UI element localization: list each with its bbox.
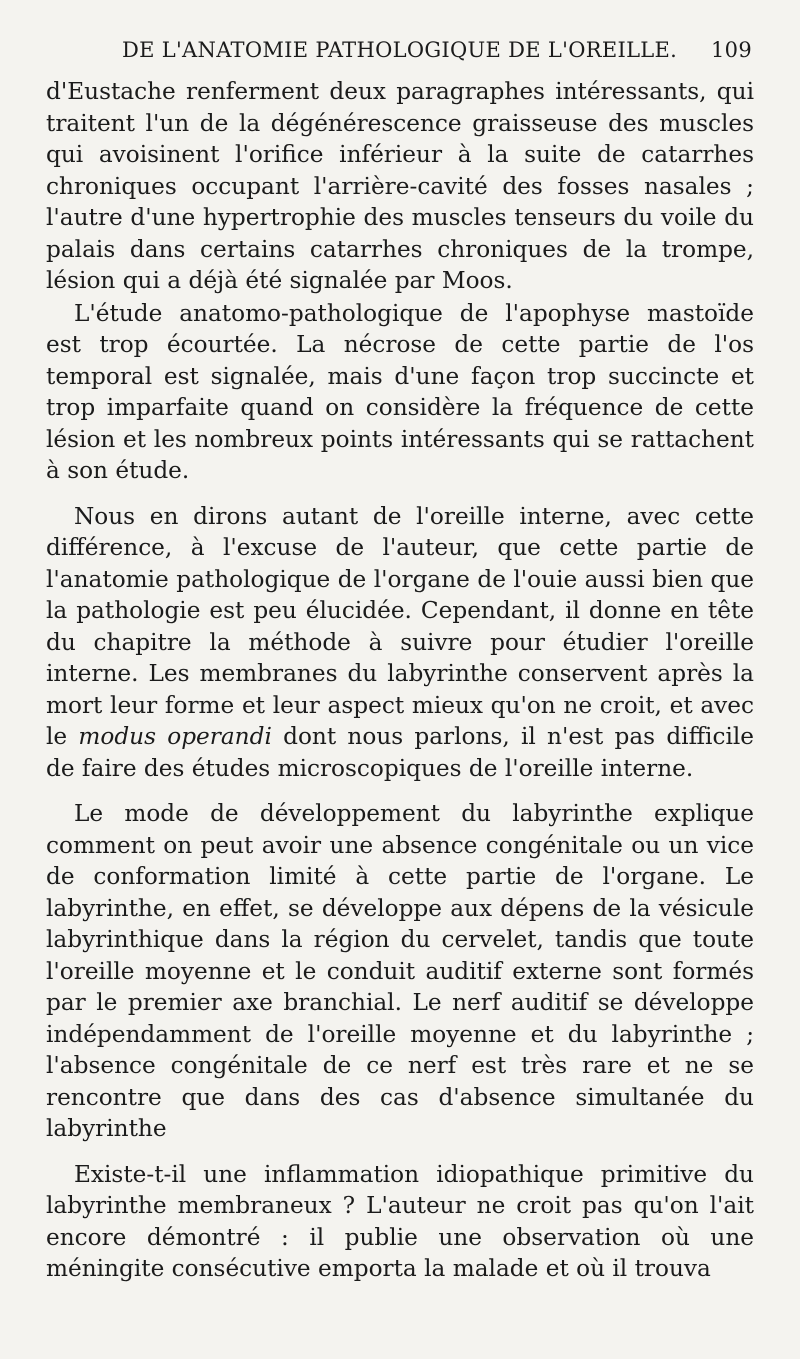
paragraph-3 [46,501,754,785]
page-number: 109 [711,38,752,62]
paragraph-3-italic-term: modus operandi [78,723,272,750]
running-header [122,38,752,70]
paragraph-4: Le mode de développement du labyrinthe explique comment on peut avoir une absence congénitale ou un vice de conformation limité à cette partie de l'organe. Le labyrinthe, en effet, se développe aux dépens de la vésicule labyrinthique dans la région du cervelet, tandis que toute l'oreille moyenne et le conduit auditif externe sont formés par le premier axe branchial. Le nerf auditif se développe indépendamment de l'oreille moyenne et du labyrinthe ; l'absence congénitale de ce nerf est très rare et ne se rencontre que dans des cas d'absence simultanée du labyrinthe [46,800,754,1142]
paragraph-1: d'Eustache renferment deux paragraphes intéressants, qui traitent l'un de la dégénérescence graisseuse des muscles qui avoisinent l'orifice inférieur à la suite de catarrhes chroniques occupant l'arrière-cavité des fosses nasales ; l'autre d'une hypertrophie des muscles tenseurs du voile du palais dans certains catarrhes chroniques de la trompe, lésion qui a déjà été signalée par Moos. [46,78,754,294]
running-title: DE L'ANATOMIE PATHOLOGIQUE DE L'OREILLE. [122,38,678,62]
paragraph-3-text-before: Nous en dirons autant de l'oreille interne, avec cette différence, à l'excuse de l'auteur, que cette partie de l'anatomie pathologique de l'organe de l'ouie aussi bien que la pathologie est peu élucidée. Cependant, il donne en tête du chapitre la méthode à suivre pour étudier l'oreille interne. Les membranes du labyrinthe conservent après la mort leur forme et leur aspect mieux qu'on ne croit, et avec le [46,502,754,750]
body-text [46,76,754,1285]
paragraph-3-text-after: dont nous parlons, il n'est pas difficile de faire des études microscopiques de l'oreille interne. [46,723,755,782]
paragraph-2: L'étude anatomo-pathologique de l'apophyse mastoïde est trop écourtée. La nécrose de cette partie de l'os temporal est signalée, mais d'une façon trop succincte et trop imparfaite quand on considère la fréquence de cette lésion et les nombreux points intéressants qui se rattachent à son étude. [46,299,754,484]
paragraph-5: Existe-t-il une inflammation idiopathique primitive du labyrinthe membraneux ? L'auteur ne croit pas qu'on l'ait encore démontré : il publie une observation où une méningite consécutive emporta la malade et où il trouva [46,1160,754,1282]
